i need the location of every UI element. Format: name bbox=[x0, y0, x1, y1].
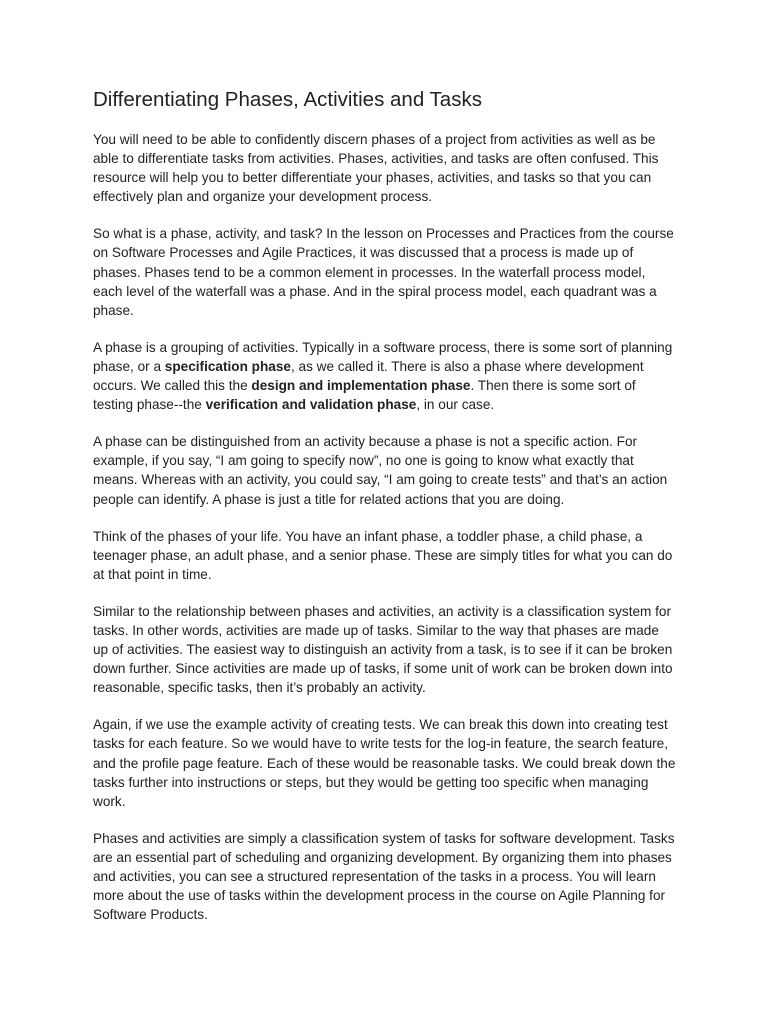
paragraph-phase-grouping bbox=[93, 338, 676, 414]
paragraph-what-is-phase: So what is a phase, activity, and task? In the lesson on Processes and Practices from the course on Software Processes and Agile Practices, it was discussed that a process is made up of phases. Phases tend to be a common element in processes. In the waterfall process model, each level of the waterfall was a phase. And in the spiral process model, each quadrant was a phase. bbox=[93, 226, 674, 318]
term-design-implementation-phase: design and implementation phase bbox=[251, 378, 471, 394]
paragraph-intro: You will need to be able to confidently discern phases of a project from activities as well as be able to differentiate tasks from activities. Phases, activities, and tasks are often confused. This resource will help you to better differentiate your phases, activities, and tasks so that you can effectively plan and organize your development process. bbox=[93, 132, 659, 205]
paragraph-phase-vs-activity: A phase can be distinguished from an activity because a phase is not a specific action. For example, if you say, “I am going to specify now”, no one is going to know what exactly that means. Whereas with an activity, you could say, “I am going to create tests” and that’s an action people can identify. A phase is just a title for related actions that you are doing. bbox=[93, 434, 668, 507]
paragraph-activity-vs-task: Similar to the relationship between phases and activities, an activity is a classification system for tasks. In other words, activities are made up of tasks. Similar to the way that phases are made up of activities. The easiest way to distinguish an activity from a task, is to see if it can be broken down further. Since activities are made up of tasks, if some unit of work can be broken down into reasonable, specific tasks, then it’s probably an activity. bbox=[93, 603, 673, 696]
paragraph-text: , in our case. bbox=[416, 397, 495, 413]
paragraph-text: , as we called it. There is also a phase where development occurs. We called this the bbox=[93, 358, 644, 394]
paragraph-summary: Phases and activities are simply a classification system of tasks for software development. Tasks are an essential part of scheduling and organizing development. By organizing them into phases and activities, you can see a structured representation of the tasks in a process. You will learn more about the use of tasks within the development process in the course on Agile Planning for Software Products. bbox=[93, 830, 675, 923]
document-title: Differentiating Phases, Activities and Tasks bbox=[93, 88, 482, 111]
paragraph-life-phases: Think of the phases of your life. You have an infant phase, a toddler phase, a child phase, a teenager phase, an adult phase, and a senior phase. These are simply titles for what you can do at that point in time. bbox=[93, 528, 673, 582]
paragraph-text: A phase is a grouping of activities. Typically in a software process, there is some sort of planning phase, or a bbox=[93, 339, 673, 374]
paragraph-text: . Then there is some sort of testing phase--the bbox=[93, 378, 636, 413]
paragraph-test-example: Again, if we use the example activity of creating tests. We can break this down into creating test tasks for each feature. So we would have to write tests for the log-in feature, the search feature, and the profile page feature. Each of these would be reasonable tasks. We could break down the tasks further into instructions or steps, but they would be getting too specific when managing work. bbox=[93, 717, 676, 809]
term-specification-phase: specification phase bbox=[164, 358, 291, 374]
term-verification-validation-phase: verification and validation phase bbox=[205, 397, 417, 413]
